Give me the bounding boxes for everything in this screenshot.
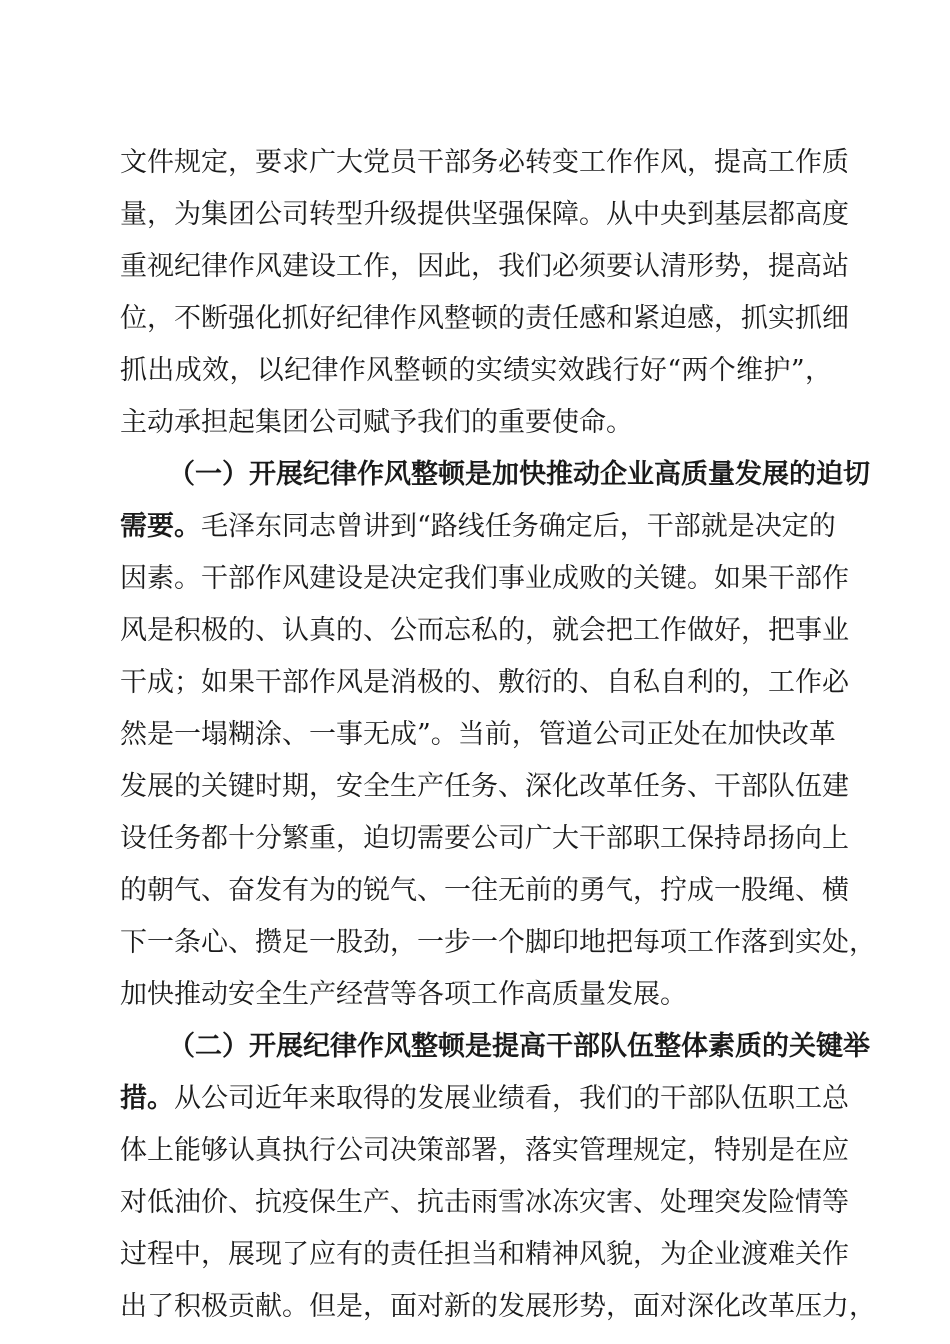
section-1-line-8: 设任务都十分繁重，迫切需要公司广大干部职工保持昂扬向上 (120, 823, 849, 854)
intro-line-1: 文件规定，要求广大党员干部务必转变工作作风，提高工作质 (120, 147, 849, 178)
section-1-line-3: 因素。干部作风建设是决定我们事业成败的关键。如果干部作 (120, 563, 849, 594)
intro-line-4: 位，不断强化抓好纪律作风整顿的责任感和紧迫感，抓实抓细 (120, 303, 849, 334)
section-1-line-11: 加快推动安全生产经营等各项工作高质量发展。 (120, 979, 687, 1010)
section-1-line-9: 的朝气、奋发有为的锐气、一往无前的勇气，拧成一股绳、横 (120, 875, 849, 906)
section-2-line-2-text: 从公司近年来取得的发展业绩看，我们的干部队伍职工总 (174, 1083, 849, 1114)
section-2-line-4: 对低油价、抗疫保生产、抗击雨雪冰冻灾害、处理突发险情等 (120, 1187, 849, 1218)
section-1-heading-end: 需要。 (120, 511, 201, 542)
section-2-heading: （二）开展纪律作风整顿是提高干部队伍整体素质的关键举 (168, 1031, 870, 1062)
intro-line-6: 主动承担起集团公司赋予我们的重要使命。 (120, 407, 633, 438)
section-2-line-2 (120, 1079, 849, 1119)
section-2-line-3: 体上能够认真执行公司决策部署，落实管理规定，特别是在应 (120, 1135, 849, 1166)
intro-line-5: 抓出成效，以纪律作风整顿的实绩实效践行好“两个维护”， (120, 355, 832, 386)
section-1-line-10: 下一条心、攒足一股劲，一步一个脚印地把每项工作落到实处， (120, 927, 876, 958)
section-2-line-6: 出了积极贡献。但是，面对新的发展形势，面对深化改革压力， (120, 1291, 876, 1322)
section-1-line-4: 风是积极的、认真的、公而忘私的，就会把工作做好，把事业 (120, 615, 849, 646)
intro-line-3: 重视纪律作风建设工作，因此，我们必须要认清形势，提高站 (120, 251, 849, 282)
section-2-line-5: 过程中，展现了应有的责任担当和精神风貌，为企业渡难关作 (120, 1239, 849, 1270)
section-1-line-7: 发展的关键时期，安全生产任务、深化改革任务、干部队伍建 (120, 771, 849, 802)
section-1-line-5: 干成；如果干部作风是消极的、敷衍的、自私自利的，工作必 (120, 667, 849, 698)
section-1-line-6: 然是一塌糊涂、一事无成”。当前，管道公司正处在加快改革 (120, 719, 836, 750)
intro-line-2: 量，为集团公司转型升级提供坚强保障。从中央到基层都高度 (120, 199, 849, 230)
section-2-heading-end: 措。 (120, 1083, 174, 1114)
section-1-line-2 (120, 507, 836, 547)
section-1-line-2-text: 毛泽东同志曾讲到“路线任务确定后，干部就是决定的 (201, 511, 836, 542)
section-1-heading: （一）开展纪律作风整顿是加快推动企业高质量发展的迫切 (168, 459, 870, 490)
